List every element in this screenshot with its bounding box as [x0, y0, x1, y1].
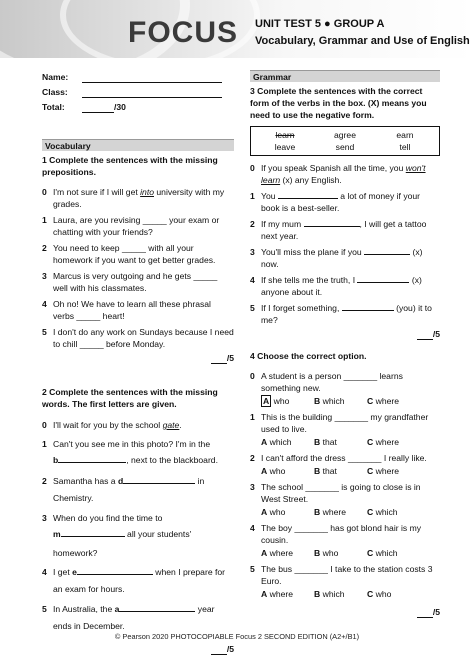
ex1-score[interactable]: /5 — [42, 352, 234, 364]
ex2-item[interactable]: 1 Can't you see me in this photo? I'm in the b , next to the blackboard. — [42, 439, 218, 465]
exercise-3-instruction: 3 Complete the sentences with the correct form of the verbs in the box. (X) means you need to use the negative form. — [250, 86, 427, 120]
name-row — [42, 70, 234, 83]
ex2-score[interactable]: /5 — [42, 643, 234, 655]
ex4-item: 2 I can't afford the dress _______ I really like. — [250, 453, 427, 463]
class-field[interactable] — [82, 89, 222, 98]
ex1-item: 0 I'm not sure if I will get into university with my grades. — [42, 187, 225, 209]
ex4-options — [261, 506, 440, 518]
ex4-options — [261, 436, 440, 448]
word-box-item: learn — [275, 130, 295, 140]
ex4-options — [261, 547, 440, 559]
option-b[interactable]: B that — [314, 437, 337, 447]
ex3-item: 0 If you speak Spanish all the time, you won't learn (x) any English. — [250, 163, 426, 185]
class-label: Class: — [42, 87, 68, 97]
class-row — [42, 85, 234, 98]
option-b[interactable]: B who — [314, 548, 339, 558]
word-box — [250, 126, 440, 156]
ex2-item[interactable]: 4 I get e when I prepare for an exam for hours. — [42, 567, 226, 594]
footer-copyright: © Pearson 2020 PHOTOCOPIABLE Focus 2 SECOND EDITION (A2+/B1) — [114, 632, 360, 641]
option-a[interactable]: A where — [261, 548, 294, 558]
focus-logo: FOCUS — [128, 16, 238, 49]
name-label: Name: — [42, 72, 69, 82]
option-a[interactable]: A who — [263, 396, 290, 406]
option-b[interactable]: B where — [314, 507, 347, 517]
grammar-bar: Grammar — [250, 70, 440, 82]
ex3-item[interactable]: 5 If I forget something, (you) it to me? — [250, 303, 432, 325]
ex4-score[interactable]: /5 — [250, 606, 440, 618]
option-c[interactable]: C where — [367, 396, 400, 406]
option-c[interactable]: C where — [367, 466, 400, 476]
word-box-item: send — [335, 142, 355, 152]
example-answer: gate — [162, 420, 180, 430]
ex1-item[interactable]: 2 You need to keep _____ with all your homework if you want to get better grades. — [42, 243, 216, 265]
option-c[interactable]: C which — [367, 507, 398, 517]
exercise-4-instruction: 4 Choose the correct option. — [250, 351, 367, 361]
option-b[interactable]: B which — [314, 396, 345, 406]
ex3-item[interactable]: 1 You a lot of money if your book is a best-seller. — [250, 191, 421, 213]
option-b[interactable]: B that — [314, 466, 337, 476]
example-answer: into — [140, 187, 154, 197]
unit-title: UNIT TEST 5 ● GROUP A — [255, 18, 385, 30]
ex2-item[interactable]: 3 When do you find the time to m all your students' homework? — [42, 513, 192, 558]
ex4-item: 4 The boy _______ has got blond hair is my cousin. — [250, 523, 422, 545]
ex2-item[interactable]: 5 In Australia, the a year ends in December. — [42, 604, 215, 631]
ex2-item: 0 I'll wait for you by the school gate. — [42, 420, 182, 430]
exercise-1-instruction: 1 Complete the sentences with the missing prepositions. — [42, 155, 218, 177]
ex1-item[interactable]: 1 Laura, are you revising _____ your exam or chatting with your friends? — [42, 215, 220, 237]
ex3-item[interactable]: 3 You'll miss the plane if you (x) now. — [250, 247, 423, 269]
ex4-item: 0 A student is a person _______ learns something new. — [250, 371, 403, 393]
ex1-item[interactable]: 3 Marcus is very outgoing and he gets _____ well with his classmates. — [42, 271, 218, 293]
word-box-item: leave — [274, 142, 296, 152]
ex3-item[interactable]: 2 If my mum , I will get a tattoo next year. — [250, 219, 427, 241]
ex4-item: 5 The bus _______ I take to the station costs 3 Euro. — [250, 564, 433, 586]
ex3-score[interactable]: /5 — [250, 328, 440, 340]
word-box-item: earn — [396, 130, 414, 140]
name-field[interactable] — [82, 74, 222, 83]
option-a[interactable]: A which — [261, 437, 292, 447]
vocabulary-bar: Vocabulary — [42, 139, 234, 151]
total-field[interactable] — [82, 104, 114, 113]
option-a[interactable]: A where — [261, 589, 294, 599]
right-column — [250, 70, 440, 618]
example-answer: won't learn — [261, 163, 426, 185]
total-row — [42, 100, 234, 113]
option-c[interactable]: C who — [367, 589, 392, 599]
ex3-item[interactable]: 4 If she tells me the truth, I (x) anyone about it. — [250, 275, 422, 297]
unit-subtitle: Vocabulary, Grammar and Use of English — [255, 35, 470, 47]
ex4-item: 3 The school _______ is going to close is in West Street. — [250, 482, 421, 504]
ex4-item: 1 This is the building _______ my grandfather used to live. — [250, 412, 429, 434]
ex2-item[interactable]: 2 Samantha has a d in Chemistry. — [42, 476, 205, 503]
option-a[interactable]: A who — [261, 466, 286, 476]
total-out-of: /30 — [114, 102, 126, 112]
total-label: Total: — [42, 102, 65, 112]
word-box-item: agree — [334, 130, 356, 140]
ex4-options — [261, 465, 440, 477]
ex4-options — [261, 588, 440, 600]
left-column — [42, 70, 234, 655]
ex1-item[interactable]: 4 Oh no! We have to learn all these phrasal verbs _____ heart! — [42, 299, 211, 321]
option-b[interactable]: B which — [314, 589, 345, 599]
option-c[interactable]: C which — [367, 548, 398, 558]
exercise-2-instruction: 2 Complete the sentences with the missing words. The first letters are given. — [42, 387, 218, 409]
header-banner — [0, 0, 474, 58]
ex4-options — [261, 395, 440, 407]
ex1-item[interactable]: 5 I don't do any work on Sundays because I need to chill _____ before Monday. — [42, 327, 234, 349]
selected-option-box: A — [263, 396, 270, 406]
option-c[interactable]: C where — [367, 437, 400, 447]
word-box-item: tell — [399, 142, 411, 152]
option-a[interactable]: A who — [261, 507, 286, 517]
